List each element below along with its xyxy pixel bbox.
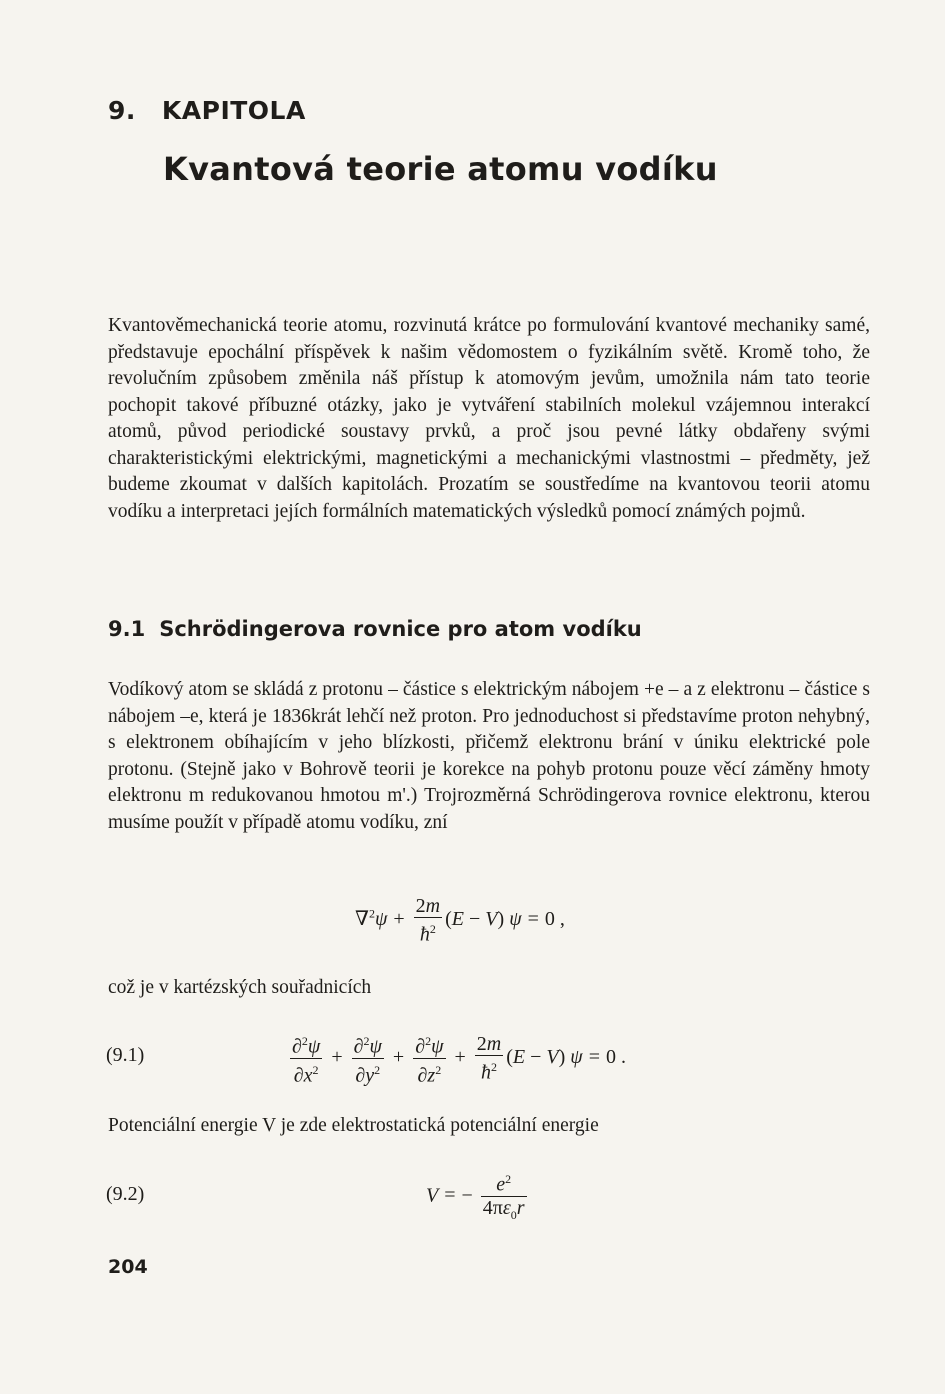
section-number: 9.1	[108, 617, 146, 641]
equation-9-1-label: (9.1)	[106, 1044, 145, 1066]
chapter-word: KAPITOLA	[161, 96, 306, 125]
text-after-equation: což je v kartézských souřadnicích	[108, 977, 372, 998]
schrodinger-equation: ∇$^2$ψ + $\frac{2m}{ħ^2}$ (E − V) ψ = 0 ,	[355, 895, 565, 946]
chapter-number: 9.	[108, 96, 136, 125]
chapter-title: Kvantová teorie atomu vodíku	[163, 150, 718, 188]
page-number: 204	[108, 1256, 148, 1278]
intro-paragraph: Kvantověmechanická teorie atomu, rozvinutá krátce po formulování kvantové mechaniky samé, představuje epochální příspěvek k našim vědomostem o fyzikálním světě. Kromě toho, že revolučním způsobem změnila náš přístup k atomovým jevům, umožnila nám tato teorie pochopit takové příbuzné otázky, jako je vytváření stabilních molekul vzájemnou interakcí atomů, původ periodické soustavy prvků, a proč jsou pevné látky obdařeny svými charakteristickými elektrickými, magnetickými a mechanickými vlastnostmi – předměty, jež budeme zkoumat v dalších kapitolách. Prozatím se soustředíme na kvantovou teorii atomu vodíku a interpretaci jejích formálních matematických výsledků pomocí známých pojmů.	[108, 315, 870, 522]
section-paragraph: Vodíkový atom se skládá z protonu – částice s elektrickým nábojem +e – a z elektronu – částice s nábojem –e, která je 1836krát lehčí než proton. Pro jednoduchost si představíme proton nehybný, s elektronem obíhajícím v jeho blízkosti, přičemž elektronu brání v úniku elektrické pole protonu. (Stejně jako v Bohrově teorii je korekce na pohyb protonu pouze věcí záměny hmoty elektronu m redukovanou hmotou m'.) Trojrozměrná Schrödingerova rovnice elektronu, kterou musíme použít v případě atomu vodíku, zní	[108, 679, 870, 833]
section-title: Schrödingerova rovnice pro atom vodíku	[159, 617, 642, 641]
equation-9-2-label: (9.2)	[106, 1183, 145, 1205]
text-potential-energy: Potenciální energie V je zde elektrostatická potenciální energie	[108, 1115, 599, 1136]
chapter-label	[108, 96, 306, 125]
equation-9-1: $\frac{\partial^2\psi}{\partial x^2}$ + $\frac{\partial^2\psi}{\partial y^2}$ + $\frac{\partial^2\psi}{\partial z^2}$ + $\frac{2m}{ħ^2}$ (E − V) ψ = 0 .	[292, 1032, 626, 1087]
equation-9-2: V = − $\frac{e^2}{4\pi\varepsilon_0r}$	[426, 1168, 530, 1226]
section-heading	[108, 617, 642, 641]
